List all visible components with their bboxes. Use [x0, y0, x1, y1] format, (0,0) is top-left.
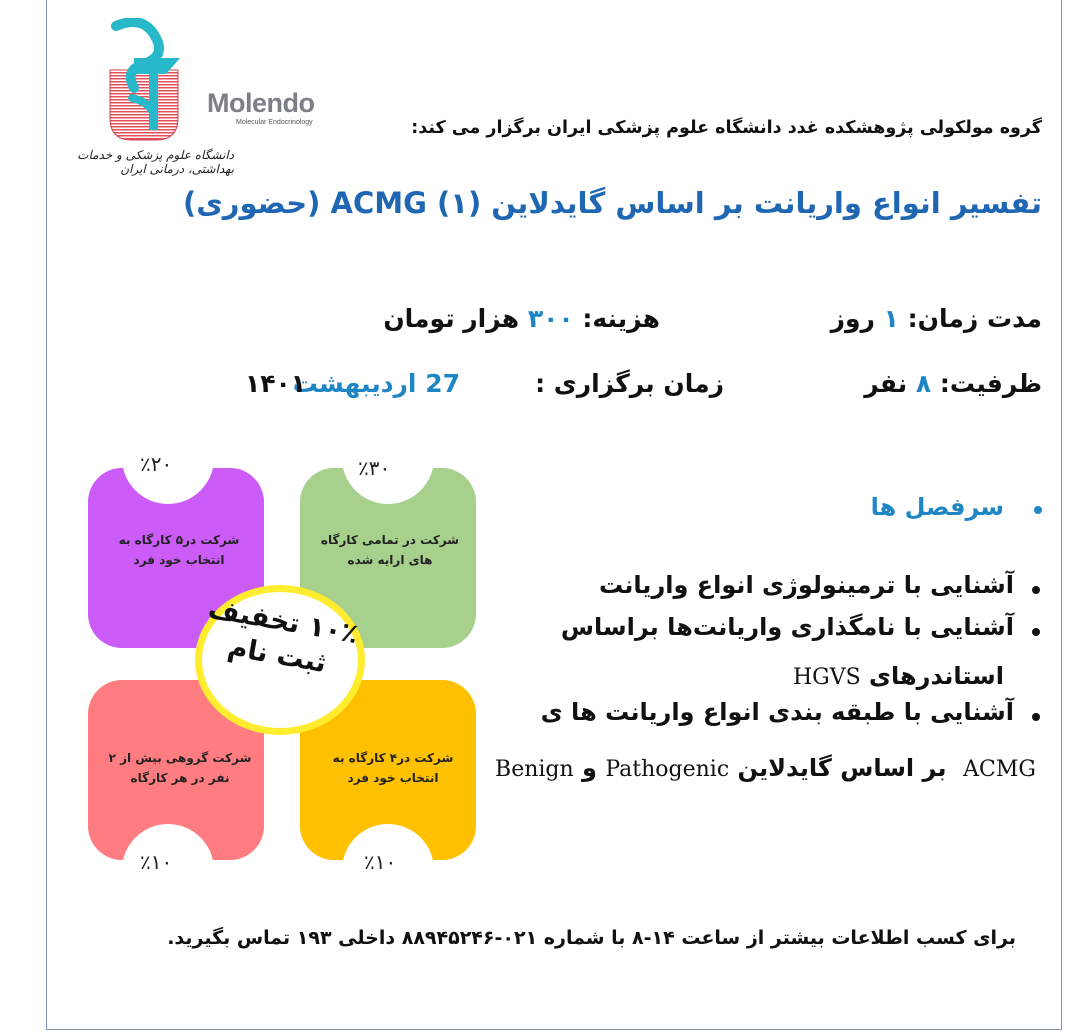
tile-description: شرکت در۵ کارگاه به انتخاب خود فرد	[118, 533, 240, 567]
university-name: دانشگاه علوم پزشکی و خدمات بهداشتی، درمانی ایران	[77, 148, 234, 176]
topic-item-2: آشنایی با نامگذاری واریانت‌ها براساس	[560, 613, 1014, 641]
tile-description: شرکت در تمامی کارگاه های ارایه شده	[320, 533, 460, 567]
capacity	[864, 369, 1042, 398]
discount-line-1: ۱۰٪ تخفیف	[205, 593, 361, 651]
discount-line-2: ثبت نام	[225, 631, 329, 680]
molendo-logo-subtitle: Molecular Endocrinology	[236, 119, 313, 126]
hgvs-term: HGVS	[792, 665, 861, 690]
date-label: زمان برگزاری :	[535, 369, 724, 398]
topic-item-1: آشنایی با ترمینولوژی انواع واریانت	[599, 571, 1014, 599]
year: ۱۴۰۱	[244, 369, 306, 398]
topic-item-3-classes	[495, 754, 1036, 782]
bullet-icon	[1034, 506, 1042, 514]
capacity-value: ۸	[915, 369, 932, 398]
duration-label: مدت زمان:	[907, 304, 1042, 333]
tile-description: شرکت گروهی بیش از ۲ نفر در هر کارگاه	[108, 751, 252, 785]
molendo-logo-text: Molendo	[207, 88, 315, 118]
pathogenic-term: Pathogenic	[605, 757, 730, 782]
percent-label: ٪۱۰	[140, 850, 173, 874]
cost	[383, 304, 660, 333]
percent-label: ٪۲۰	[140, 452, 173, 476]
duration	[831, 304, 1042, 333]
topic-item-3: آشنایی با طبقه بندی انواع واریانت ها ی	[540, 698, 1014, 726]
tile-description: شرکت در۴ کارگاه به انتخاب خود فرد	[332, 751, 454, 785]
cost-label: هزینه:	[582, 304, 660, 333]
organizer-line: گروه مولکولی پژوهشکده غدد دانشگاه علوم پزشکی ایران برگزار می کند:	[411, 118, 1042, 138]
cost-value: ۳۰۰	[527, 304, 574, 333]
contact-info: برای کسب اطلاعات بیشتر از ساعت ۱۴-۸ با شماره ۰۲۱-۸۸۹۴۵۲۴۶ داخلی ۱۹۳ تماس بگیرید.	[167, 927, 1016, 949]
bullet-icon	[1032, 628, 1040, 636]
topics-heading: سرفصل ها	[870, 493, 1004, 521]
bullet-icon	[1032, 713, 1040, 721]
percent-label: ٪۱۰	[364, 850, 397, 874]
bullet-icon	[1032, 586, 1040, 594]
benign-term: Benign	[495, 757, 574, 782]
date-value: 27 اردیبهشت	[292, 369, 460, 398]
duration-unit: روز	[830, 304, 875, 333]
percent-label: ٪۳۰	[358, 456, 391, 480]
guideline-text: بر اساس گایدلاین	[737, 754, 947, 782]
university-logo-icon	[104, 18, 184, 143]
topic-item-2-word: استاندرهای	[869, 662, 1004, 690]
acmg-term: ACMG	[963, 757, 1036, 782]
and-word: و	[582, 754, 597, 782]
duration-value: ۱	[883, 304, 899, 333]
course-title: تفسیر انواع واریانت بر اساس گایدلاین ACMG (۱) (حضوری)	[182, 186, 1042, 220]
capacity-unit: نفر	[864, 369, 908, 398]
topic-item-2-standards	[793, 662, 1004, 690]
cost-unit: هزار تومان	[383, 304, 520, 333]
capacity-label: ظرفیت:	[939, 369, 1042, 398]
